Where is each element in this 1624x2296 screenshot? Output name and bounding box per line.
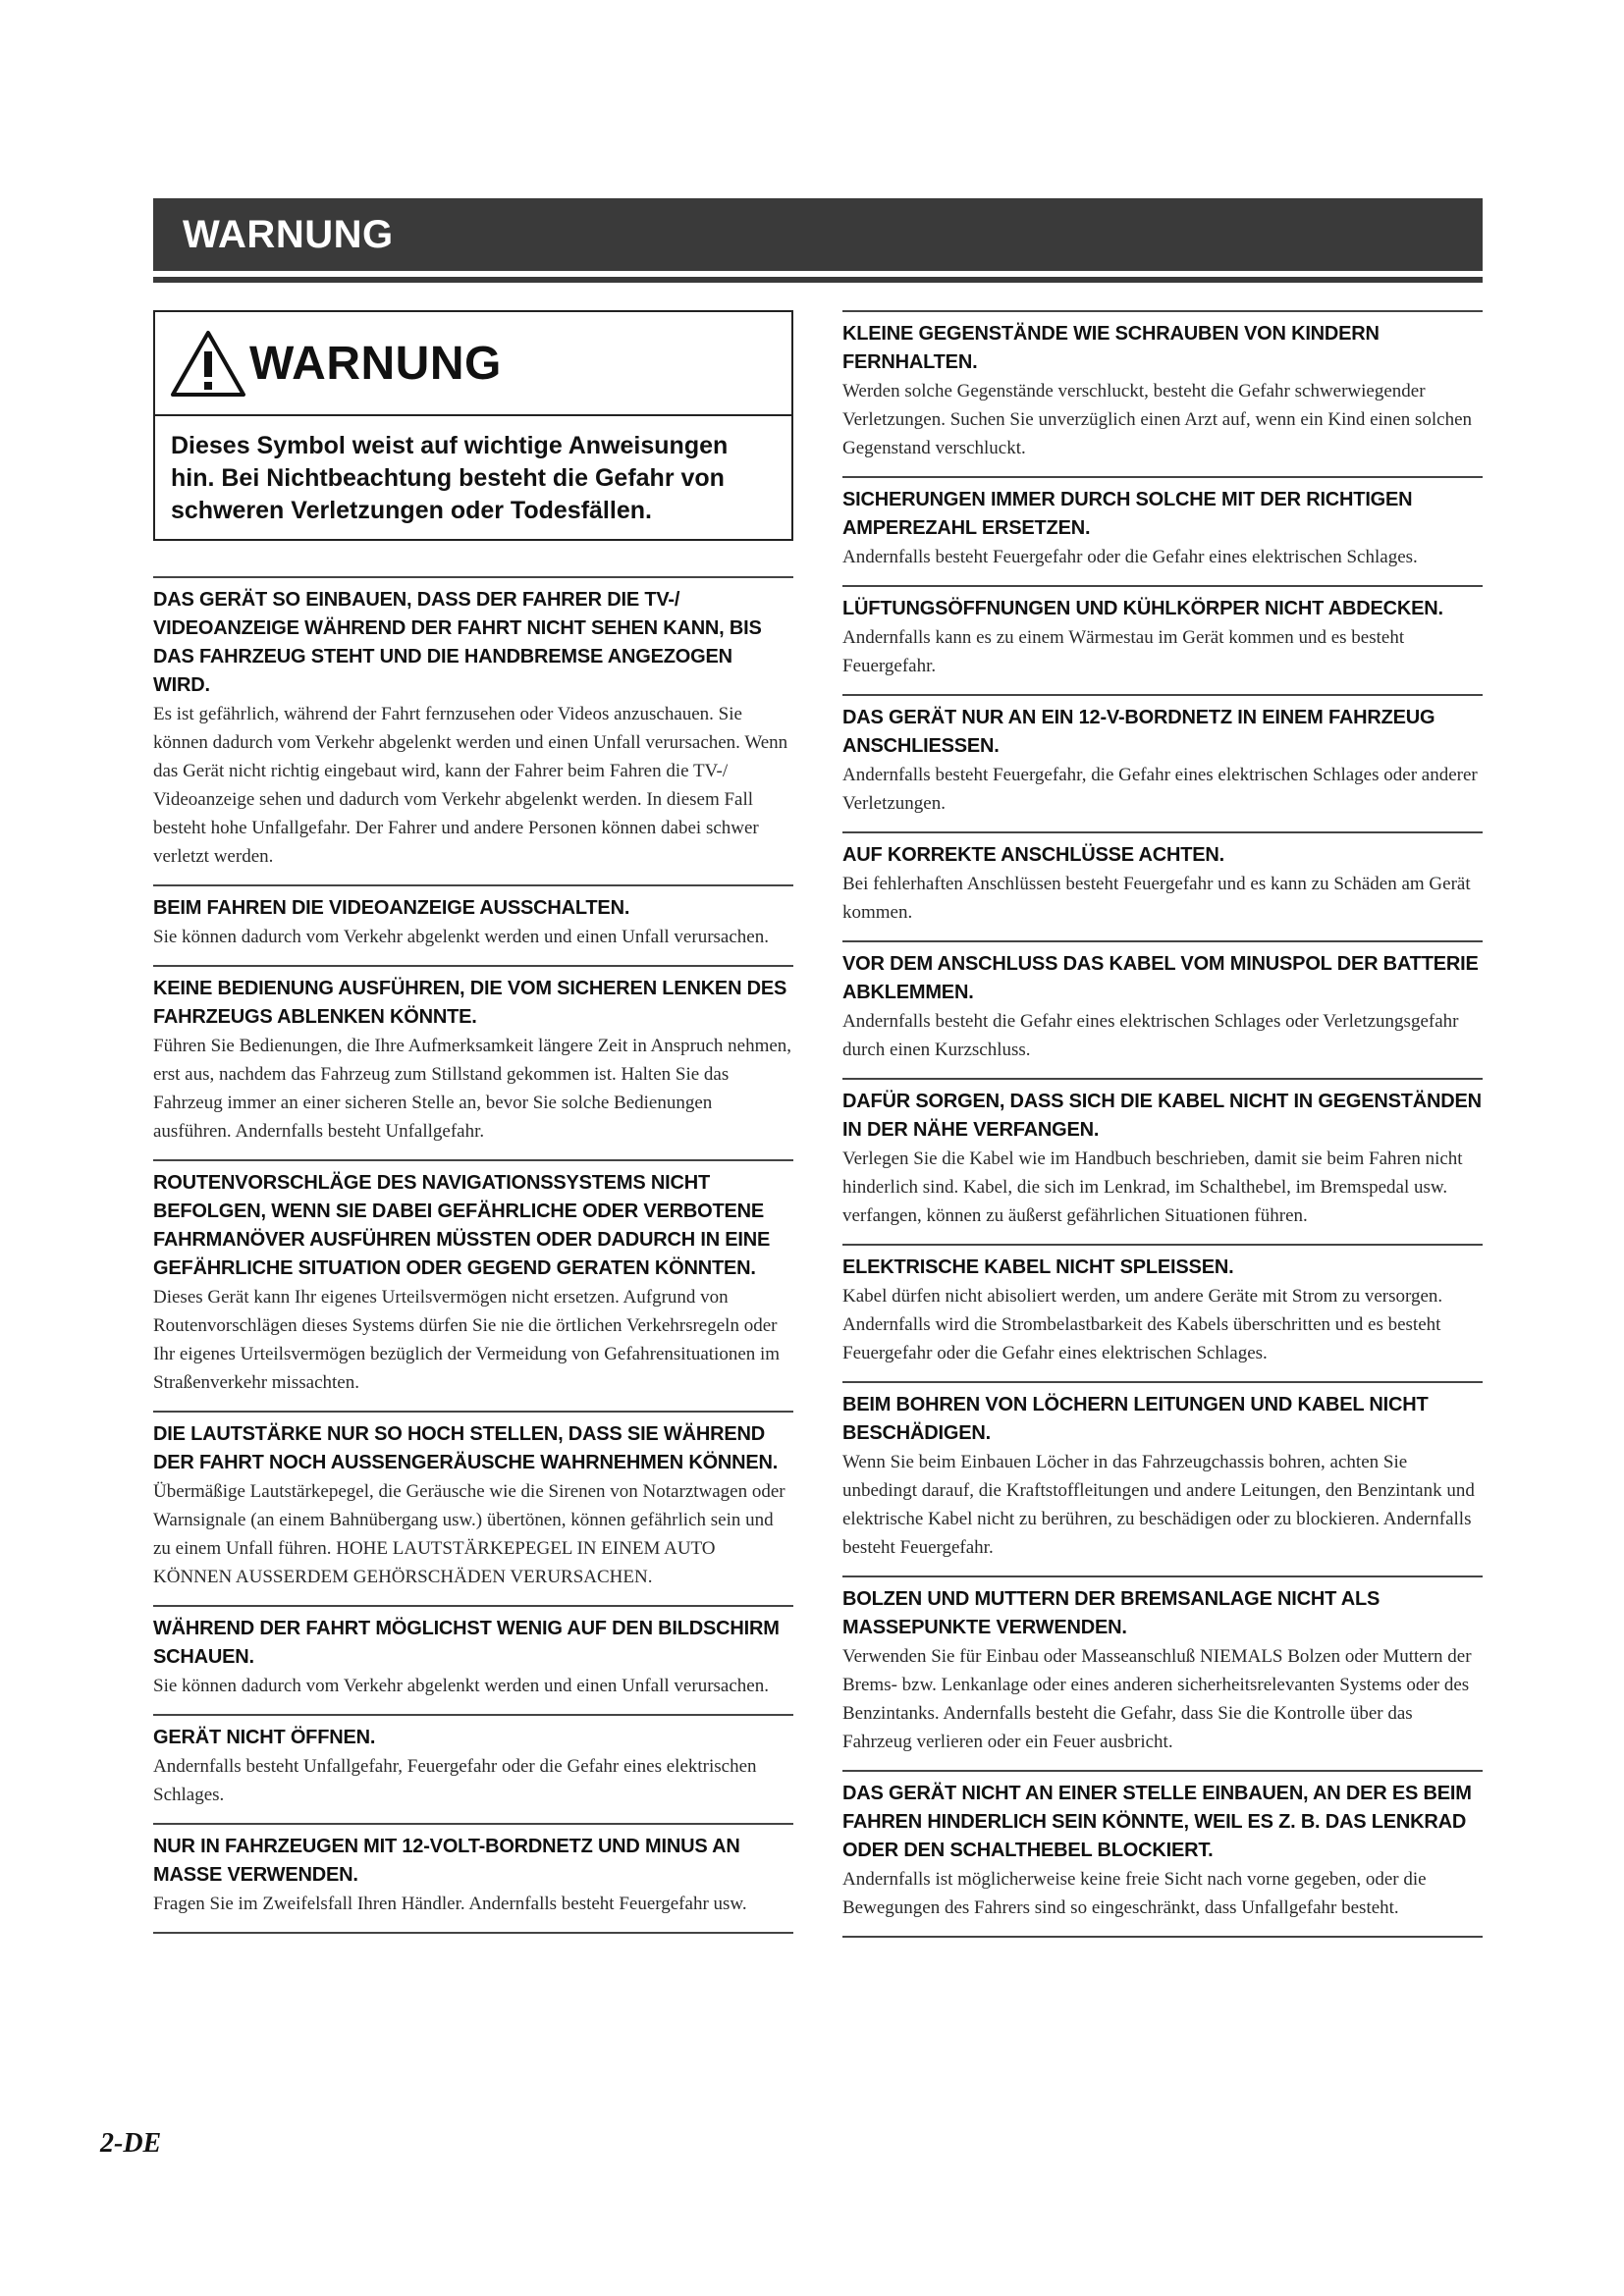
warning-item-title: LÜFTUNGSÖFFNUNGEN UND KÜHLKÖRPER NICHT ABDECKEN. [842, 598, 1443, 619]
warning-item-title: NUR IN FAHRZEUGEN MIT 12-VOLT-BORDNETZ UND MINUS AN MASSE VERWENDEN. [153, 1836, 740, 1886]
warning-item [153, 1411, 793, 1605]
section-header: WARNUNG [153, 198, 1483, 271]
warning-item-body: Bei fehlerhaften Anschlüssen besteht Feuergefahr und es kann zu Schäden am Gerät kommen. [842, 874, 1471, 923]
warning-item-title: SICHERUNGEN IMMER DURCH SOLCHE MIT DER RICHTIGEN AMPEREZAHL ERSETZEN. [842, 489, 1413, 539]
right-column [842, 310, 1483, 1938]
warning-item-title: WÄHREND DER FAHRT MÖGLICHST WENIG AUF DEN BILDSCHIRM SCHAUEN. [153, 1618, 780, 1668]
warning-item [153, 576, 793, 884]
warning-item [153, 1823, 793, 1934]
warning-item-title: DAS GERÄT SO EINBAUEN, DASS DER FAHRER DIE TV-/ VIDEOANZEIGE WÄHREND DER FAHRT NICHT SEHEN KANN, BIS DAS FAHRZEUG STEHT UND DIE HANDBREMSE ANGEZOGEN WIRD. [153, 589, 762, 696]
warning-item-body: Sie können dadurch vom Verkehr abgelenkt werden und einen Unfall verursachen. [153, 1676, 769, 1696]
warning-item [153, 1714, 793, 1823]
warning-item-title: VOR DEM ANSCHLUSS DAS KABEL VOM MINUSPOL DER BATTERIE ABKLEMMEN. [842, 953, 1479, 1003]
warning-item-title: BOLZEN UND MUTTERN DER BREMSANLAGE NICHT ALS MASSEPUNKTE VERWENDEN. [842, 1588, 1380, 1638]
warning-box-title: WARNUNG [249, 337, 502, 390]
warning-item-body: Es ist gefährlich, während der Fahrt fernzusehen oder Videos anzuschauen. Sie können dadurch vom Verkehr abgelenkt werden und einen Unfall verursachen. Wenn das Gerät nicht richtig eingebaut wird, kann der Fahrer beim Fahren die TV-/ Videoanzeige sehen und dadurch vom Verkehr abgelenkt werden. In diesem Fall besteht hohe Unfallgefahr. Der Fahrer und andere Personen können dabei schwer verletzt werden. [153, 704, 788, 867]
warning-item [842, 1575, 1483, 1770]
warning-item [842, 1770, 1483, 1938]
warning-box-header [155, 312, 791, 416]
warning-item-title: KLEINE GEGENSTÄNDE WIE SCHRAUBEN VON KINDERN FERNHALTEN. [842, 323, 1380, 373]
warning-item-title: AUF KORREKTE ANSCHLÜSSE ACHTEN. [842, 844, 1224, 866]
warning-item-title: BEIM BOHREN VON LÖCHERN LEITUNGEN UND KABEL NICHT BESCHÄDIGEN. [842, 1394, 1429, 1444]
left-column [153, 310, 793, 1934]
warning-item-body: Führen Sie Bedienungen, die Ihre Aufmerksamkeit längere Zeit in Anspruch nehmen, erst aus, nachdem das Fahrzeug zum Stillstand gekommen ist. Halten Sie das Fahrzeug immer an einer sicheren Stelle an, bevor Sie solche Bedienungen ausführen. Andernfalls besteht Unfallgefahr. [153, 1036, 792, 1142]
warning-item-body: Fragen Sie im Zweifelsfall Ihren Händler. Andernfalls besteht Feuergefahr usw. [153, 1894, 747, 1914]
left-warning-list [153, 576, 793, 1934]
warning-item-title: DAS GERÄT NICHT AN EINER STELLE EINBAUEN, AN DER ES BEIM FAHREN HINDERLICH SEIN KÖNNTE, WEIL ES Z. B. DAS LENKRAD ODER DEN SCHALTHEBEL BLOCKIERT. [842, 1783, 1472, 1861]
warning-item [842, 585, 1483, 694]
warning-triangle-icon [169, 328, 247, 399]
warning-item [153, 1605, 793, 1714]
header-rule [153, 277, 1483, 283]
warning-item-title: DAFÜR SORGEN, DASS SICH DIE KABEL NICHT IN GEGENSTÄNDEN IN DER NÄHE VERFANGEN. [842, 1091, 1482, 1141]
warning-item-body: Werden solche Gegenstände verschluckt, besteht die Gefahr schwerwiegender Verletzungen. Suchen Sie unverzüglich einen Arzt auf, wenn ein Kind einen solchen Gegenstand verschluckt. [842, 381, 1473, 458]
warning-item-body: Dieses Gerät kann Ihr eigenes Urteilsvermögen nicht ersetzen. Aufgrund von Routenvorschlägen dieses Systems dürfen Sie nie die örtlichen Verkehrsregeln oder Ihr eigenes Urteilsvermögen bezüglich der Vermeidung von Gefahrensituationen im Straßenverkehr missachten. [153, 1287, 781, 1393]
page-number: 2-DE [100, 2128, 162, 2159]
warning-item-body: Wenn Sie beim Einbauen Löcher in das Fahrzeugchassis bohren, achten Sie unbedingt darauf, die Kraftstoffleitungen und andere Leitungen, den Benzintank und elektrische Kabel nicht zu berühren, zu beschädigen oder zu blockieren. Andernfalls besteht Feuergefahr. [842, 1452, 1475, 1558]
warning-item [842, 831, 1483, 940]
warning-item-body: Andernfalls besteht Feuergefahr, die Gefahr eines elektrischen Schlages oder anderer Verletzungen. [842, 765, 1478, 814]
warning-item-title: KEINE BEDIENUNG AUSFÜHREN, DIE VOM SICHEREN LENKEN DES FAHRZEUGS ABLENKEN KÖNNTE. [153, 978, 787, 1028]
warning-item-body: Sie können dadurch vom Verkehr abgelenkt werden und einen Unfall verursachen. [153, 927, 769, 947]
warning-item [153, 965, 793, 1159]
warning-item [842, 476, 1483, 585]
warning-item-body: Verlegen Sie die Kabel wie im Handbuch beschrieben, damit sie beim Fahren nicht hinderlich sind. Kabel, die sich im Lenkrad, im Schalthebel, im Bremspedal usw. verfangen, können zu äußerst gefährlichen Situationen führen. [842, 1148, 1463, 1226]
warning-box-text: Dieses Symbol weist auf wichtige Anweisungen hin. Bei Nichtbeachtung besteht die Gefahr von schweren Verletzungen oder Todesfällen. [171, 432, 729, 524]
warning-item-title: DAS GERÄT NUR AN EIN 12-V-BORDNETZ IN EINEM FAHRZEUG ANSCHLIESSEN. [842, 707, 1435, 757]
warning-item-body: Übermäßige Lautstärkepegel, die Geräusche wie die Sirenen von Notarztwagen oder Warnsignale (an einem Bahnübergang usw.) übertönen, können gefährlich sein und zu einem Unfall führen. HOHE LAUTSTÄRKEPEGEL IN EINEM AUTO KÖNNEN AUSSERDEM GEHÖRSCHÄDEN VERURSACHEN. [153, 1481, 785, 1587]
warning-item [842, 694, 1483, 831]
warning-item [153, 1159, 793, 1411]
warning-item-body: Andernfalls besteht Feuergefahr oder die Gefahr eines elektrischen Schlages. [842, 547, 1418, 567]
warning-item-title: GERÄT NICHT ÖFFNEN. [153, 1727, 376, 1748]
warning-item-title: ELEKTRISCHE KABEL NICHT SPLEISSEN. [842, 1256, 1234, 1278]
warning-item-body: Andernfalls kann es zu einem Wärmestau im Gerät kommen und es besteht Feuergefahr. [842, 627, 1405, 676]
warning-item [842, 1078, 1483, 1244]
warning-item [842, 310, 1483, 476]
warning-item-body: Kabel dürfen nicht abisoliert werden, um andere Geräte mit Strom zu versorgen. Andernfalls wird die Strombelastbarkeit des Kabels überschritten und es besteht Feuergefahr oder die Gefahr eines elektrischen Schlages. [842, 1286, 1443, 1363]
warning-item-body: Verwenden Sie für Einbau oder Masseanschluß NIEMALS Bolzen oder Muttern der Brems- bzw. Lenkanlage oder eines anderen sicherheitsrelevanten Systems oder des Benzintanks. Andernfalls besteht die Gefahr, dass Sie die Kontrolle über das Fahrzeug verlieren oder ein Feuer ausbricht. [842, 1646, 1472, 1752]
warning-item [153, 884, 793, 965]
warning-item-body: Andernfalls ist möglicherweise keine freie Sicht nach vorne gegeben, oder die Bewegungen des Fahrers sind so eingeschränkt, dass Unfallgefahr besteht. [842, 1869, 1427, 1918]
right-warning-list [842, 310, 1483, 1938]
warning-item [842, 940, 1483, 1078]
warning-item-title: ROUTENVORSCHLÄGE DES NAVIGATIONSSYSTEMS NICHT BEFOLGEN, WENN SIE DABEI GEFÄHRLICHE ODER VERBOTENE FAHRMANÖVER AUSFÜHREN MÜSSTEN ODER DADURCH IN EINE GEFÄHRLICHE SITUATION ODER GEGEND GERATEN KÖNNTEN. [153, 1172, 771, 1279]
warning-item-title: BEIM FAHREN DIE VIDEOANZEIGE AUSSCHALTEN. [153, 897, 630, 919]
warning-item-title: DIE LAUTSTÄRKE NUR SO HOCH STELLEN, DASS SIE WÄHREND DER FAHRT NOCH AUSSENGERÄUSCHE WAHRNEHMEN KÖNNEN. [153, 1423, 779, 1473]
warning-item-body: Andernfalls besteht die Gefahr eines elektrischen Schlages oder Verletzungsgefahr durch einen Kurzschluss. [842, 1011, 1459, 1060]
warning-box [153, 310, 793, 541]
warning-item [842, 1244, 1483, 1381]
warning-item [842, 1381, 1483, 1575]
warning-item-body: Andernfalls besteht Unfallgefahr, Feuergefahr oder die Gefahr eines elektrischen Schlages. [153, 1756, 757, 1805]
